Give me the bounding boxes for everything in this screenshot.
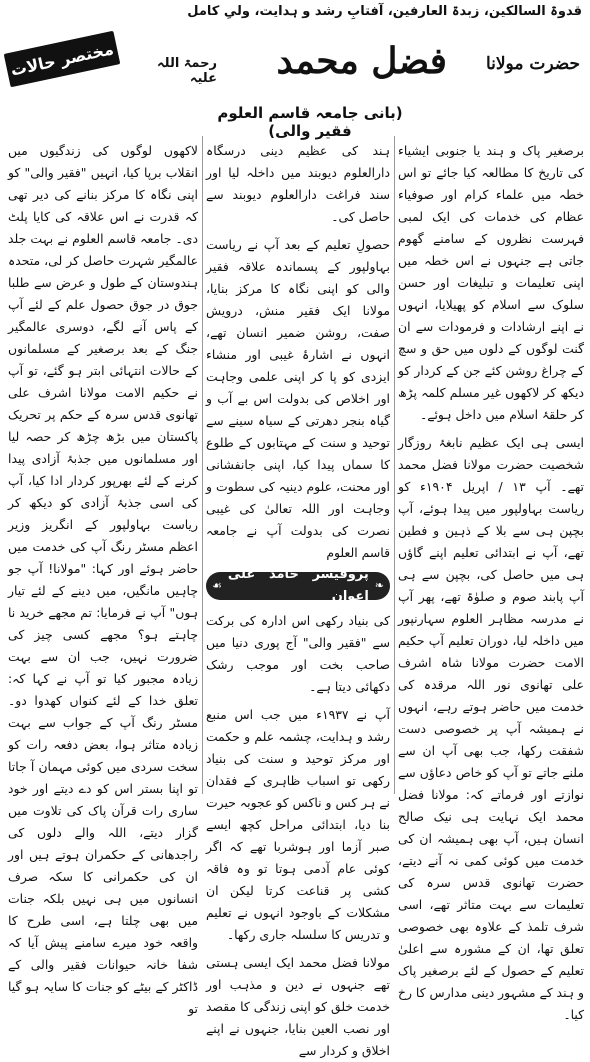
paragraph: ہند کی عظیم دینی درسگاہ دارالعلوم دیوبند میں داخلہ لیا اور سند فراغت دارالعلوم دیوبند سے حاصل کی۔ bbox=[206, 143, 390, 224]
title-name: فضل محمد bbox=[276, 40, 447, 82]
paragraph: حصولِ تعلیم کے بعد آپ نے ریاست بہاولپور کے پسماندہ علاقہ فقیر والی کو اپنی نگاہ کا مرکز بنایا، مولانا ایک فقیر منش، درویش صفت، روشن ضمیر انسان تھے، انہوں نے اشارۂ غیبی اور منشاء ایزدی کو پا کر اپنی علمی وجاہت اور اخلاص کی بدولت اس بے آب و گیاہ بنجر دھرتی کے سیاہ سینے سے توحید و سنت کے مہتابوں کے طلوع کا سماں پیدا کیا، اپنی جانفشانی اور محنت، علوم دینیہ کی سطوت و وجاہت اور اللہ تعالیٰ کی غیبی نصرت کی بدولت آپ نے جامعہ قاسم العلوم bbox=[206, 237, 390, 560]
ornament-icon: ❧ bbox=[374, 579, 384, 592]
section-badge: مختصر حالات bbox=[4, 31, 121, 88]
column-right bbox=[398, 140, 584, 1022]
epithets-line: قدوۃ السالکین، زبدۃ العارفین، آفتابِ رشد و ہدایت، ولیِ کامل bbox=[187, 4, 582, 19]
column-left bbox=[8, 140, 198, 1016]
author-name: پروفیسر حامد علی اعوان bbox=[227, 567, 369, 604]
column-middle bbox=[206, 140, 390, 1058]
paragraph: آپ نے ۱۹۳۷ء میں جب اس منبع رشد و ہدایت، چشمہ علم و حکمت اور مرکز توحید و سنت کی بنیاد رکھی تو اسباب ظاہری کے فقدان نے ہر کس و ناکس کو عجوبہ حیرت بنا دیا، ابتدائی مراحل کچھ ایسے صبر آزما اور ہوشربا تھے کہ اگر کوئی عام آدمی ہوتا تو وہ فاقہ کشی پر قناعت کرتا لیکن ان مشکلات کے باوجود انہوں نے تعلیم و تدریس کا سلسلہ جاری رکھا۔ bbox=[206, 707, 390, 942]
column-divider bbox=[394, 136, 395, 794]
paragraph: لاکھوں لوگوں کی زندگیوں میں انقلاب برپا کیا، انہیں "فقیر والی" کو اپنی نگاہ کا مرکز بنانے کی دیر تھی کہ قدرت نے اس علاقہ کی کایا پلٹ دی۔ جامعہ قاسم العلوم نے بہت جلد عالمگیر شہرت حاصل کر لی، متحدہ ہندوستان کے طول و عرض سے طلبا جوق در جوق حصول علم کے لئے آپ کے پاس آنے لگے، دوسری عالمگیر جنگ کے بعد برصغیر کے مسلمانوں کے حالات انتہائی ابتر ہو گئے، تو آپ نے حکیم الامت مولانا اشرف علی تھانوی قدس سرہ کے حکم پر تحریک پاکستان میں بڑھ چڑھ کر حصہ لیا اور مسلمانوں میں جذبۂ آزادی پیدا کرنے کے لئے بھرپور کردار ادا کیا، آپ کی اسی جذبۂ آزادی کو دیکھ کر ریاست بہاولپور کے انگریز وزیر اعظم مسٹر رنگ آپ کی خدمت میں حاضر ہوئے اور کہا: "مولانا! آپ جو چاہیں مانگیں، میں دینے کے لئے تیار ہوں" آپ نے فرمایا: تم مجھے خرید نا چاہتے ہو؟ مجھے کسی چیز کی ضرورت نہیں، جب ان سے بہت زیادہ مجبور کیا تو آپ نے کہا کہ: تعلق خدا کے لئے کنواں کھدوا دو۔ مسٹر رنگ آپ کے جواب سے بہت زیادہ متاثر ہوا، بعض دفعہ رات کو سخت سردی میں کوئی مہمان آ جاتا تو اپنا بستر اس کو دے دیتے اور خود ساری رات قرآن پاک کی تلاوت میں گزار دیتے، اللہ والے دلوں کی راجدھانی کے حکمران ہوتے ہیں اور ان کی حکمرانی کا سکہ صرف انسانوں میں ہی نہیں بلکہ جنات میں بھی چلتا ہے، اسی طرح کا واقعہ خود میرے سامنے پیش آیا کہ شفا خانہ حیوانات فقیر والی کے ڈاکٹر کے بیٹے کو جنات کا سایہ ہو گیا تو bbox=[8, 143, 198, 1016]
author-byline bbox=[206, 567, 390, 604]
badge-container bbox=[6, 28, 116, 98]
paragraph: ایسی ہی ایک عظیم نابغۂ روزگار شخصیت حضرت مولانا فضل محمد تھے۔ آپ ۱۳ / اپریل ۱۹۰۴ء کو ریاست بہاولپور میں پیدا ہوئے، آپ بچپن ہی سے بلا کے ذہین و فطین تھے، آپ نے ابتدائی تعلیم اپنے گاؤں ہی میں حاصل کی، بچپن سے ہی آپ پابند صوم و صلوٰۃ تھے، پھر آپ نے مدرسہ مظاہر العلوم سہارنپور میں داخلہ لیا، دوران تعلیم آپ حکیم الامت حضرت مولانا شاہ اشرف علی تھانوی نور اللہ مرقدہ کی خدمت میں حاضر ہوتے رہے، انہوں نے ہمیشہ آپ پر خصوصی دست شفقت رکھا، جب بھی آپ ان سے ملنے جاتے تو آپ کو خاص دعاؤں سے نوازتے اور فرماتے کہ: مولانا فضل محمد ایک نہایت ہی نیک صالح انسان ہیں، آپ بھی ہمیشہ ان کی خدمت میں کوئی کمی نہ آنے دیتے، حضرت تھانوی قدس سرہ کی تعلیمات سے بہت متاثر تھے، اسی شرف تلمذ کے علاوہ بھی خصوصی تعلق تھا، ان کے مشورہ سے اعلیٰ تعلیم کے حصول کے لئے برصغیر پاک و ہند کے مشہور دینی مدارس کا رخ کیا۔ bbox=[398, 435, 584, 1022]
paragraph: کی بنیاد رکھی اس ادارہ کی برکت سے "فقیر والی" آج پوری دنیا میں صاحب بخت اور موجب رشک دکھائی دیتا ہے۔ bbox=[206, 613, 390, 694]
ornament-icon: ☙ bbox=[212, 579, 222, 592]
honorific-prefix: حضرت مولانا bbox=[485, 54, 580, 74]
article-title bbox=[150, 40, 582, 90]
paragraph: مولانا فضل محمد ایک ایسی ہستی تھے جنہوں نے دین و مذہب اور خدمت خلق کو اپنی زندگی کا مقصد اور نصب العین بنایا، جنہوں نے اپنے اخلاق و کردار سے bbox=[206, 955, 390, 1058]
honorific-suffix: رحمۃ اللہ علیہ bbox=[157, 56, 217, 86]
column-divider bbox=[202, 136, 203, 794]
paragraph: برصغیر پاک و ہند یا جنوبی ایشیاء کی تاریخ کا مطالعہ کیا جائے تو اس خطہ میں علماء کرام اور صوفیاء عظام کی خدمات کی ایک لمبی فہرست نظروں کے سامنے گھوم جاتی ہے جنہوں نے اس خطہ میں اپنی تعلیمات و تبلیغات اور حسن سلوک سے اسلام کو پھیلایا، انہوں نے اپنے ارشادات و فرمودات سے ان گنت لوگوں کے دلوں میں حق و سچ کے چراغ روشن کئے جن کے کردار کو دیکھ کر لاکھوں غیر مسلم کلمہ پڑھ کر حلقۂ اسلام میں داخل ہوئے۔ bbox=[398, 143, 584, 422]
subtitle: (بانی جامعہ قاسم العلوم فقیر والی) bbox=[217, 104, 403, 140]
